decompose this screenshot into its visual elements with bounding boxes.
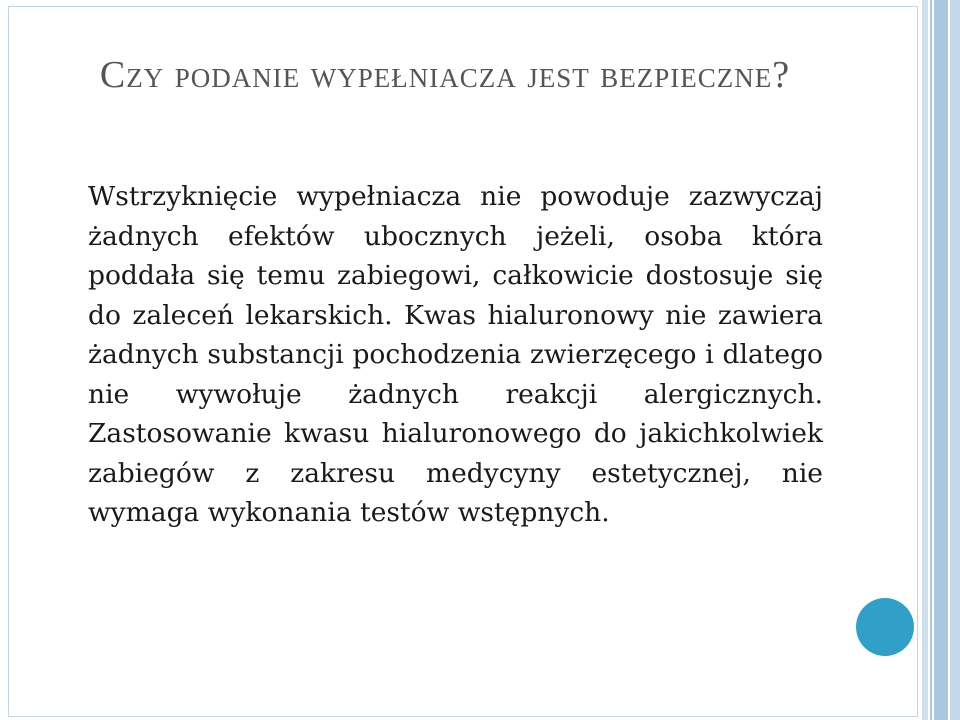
- decorative-stripe: [930, 0, 932, 720]
- decorative-stripe: [922, 0, 928, 720]
- decorative-circle: [856, 598, 914, 656]
- decorative-stripe: [934, 0, 948, 720]
- slide-body-text: Wstrzyknięcie wypełniacza nie powoduje zazwyczaj żadnych efektów ubocznych jeżeli, osoba która poddała się temu zabiegowi, całkowicie dostosuje się do zaleceń lekarskich. Kwas hialuronowy nie zawiera żadnych substancji pochodzenia zwierzęcego i dlatego nie wywołuje żadnych reakcji alergicznych. Zastosowanie kwasu hialuronowego do jakichkolwiek zabiegów z zakresu medycyny estetycznej, nie wymaga wykonania testów wstępnych.: [88, 181, 823, 528]
- decorative-stripe: [950, 0, 960, 720]
- slide-title: Czy podanie wypełniacza jest bezpieczne?: [99, 54, 791, 96]
